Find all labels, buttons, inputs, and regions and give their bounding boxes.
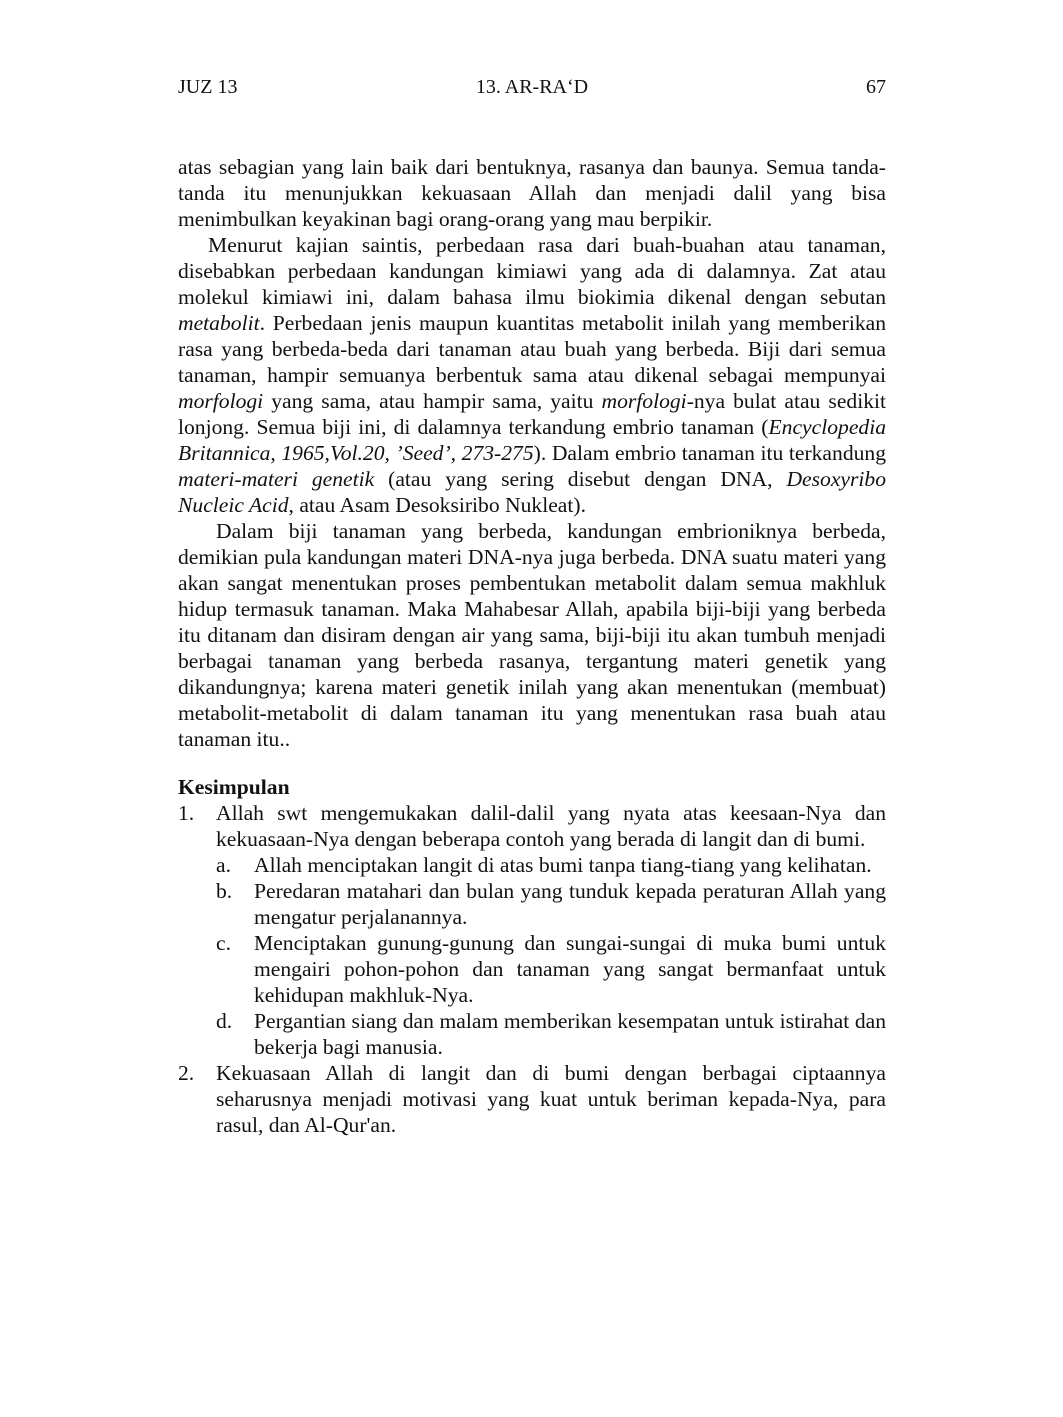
- text-run: -nya bulat atau sedikit lonjong. Semua biji ini, di dalamnya terkandung embrio tanaman (: [178, 389, 886, 439]
- juz-label: JUZ 13: [178, 76, 238, 98]
- surah-title: 13. AR-RA‘D: [475, 76, 589, 98]
- text-run: (atau yang sering disebut dengan DNA,: [374, 467, 787, 491]
- sub-list-item: [216, 852, 886, 878]
- sub-list-letter: a.: [216, 853, 231, 877]
- page-number: 67: [866, 76, 886, 98]
- sub-list-text: Menciptakan gunung-gunung dan sungai-sungai di muka bumi untuk mengairi pohon-pohon dan tanaman yang sangat bermanfaat untuk kehidupan makhluk-Nya.: [254, 931, 886, 1007]
- italic-term: materi-materi genetik: [178, 467, 375, 491]
- sub-list: [216, 852, 886, 1060]
- sub-list-item: [216, 930, 886, 1008]
- paragraph-3: Dalam biji tanaman yang berbeda, kandungan embrioniknya berbeda, demikian pula kandungan materi DNA-nya juga berbeda. DNA suatu materi yang akan sangat menentukan proses pembentukan metabolit dalam semua makhluk hidup termasuk tanaman. Maka Mahabesar Allah, apabila biji-biji yang berbeda itu ditanam dan disiram dengan air yang sama, biji-biji itu akan tumbuh menjadi berbagai tanaman yang berbeda rasanya, tergantung materi genetik yang dikandungnya; karena materi genetik inilah yang akan menentukan (membuat) metabolit-metabolit di dalam tanaman itu yang menentukan rasa buah atau tanaman itu..: [178, 519, 886, 751]
- text-run: . Perbedaan jenis maupun kuantitas metabolit inilah yang memberikan rasa yang berbeda-beda dari tanaman atau buah yang berbeda. Biji dari semua tanaman, hampir semuanya berbentuk sama atau dikenal sebagai mempunyai: [178, 311, 886, 387]
- sub-list-item: [216, 1008, 886, 1060]
- list-item: [178, 1060, 886, 1138]
- list-number: 2.: [178, 1061, 195, 1085]
- sub-list-text: Peredaran matahari dan bulan yang tunduk kepada peraturan Allah yang mengatur perjalanannya.: [254, 879, 886, 929]
- italic-citation: Encyclopedia Britannica, 1965,Vol.20, ’Seed’, 273-275: [178, 415, 886, 465]
- list-number: 1.: [178, 801, 195, 825]
- running-header: [178, 72, 886, 106]
- sub-list-letter: b.: [216, 879, 233, 903]
- text-run: , atau Asam Desoksiribo Nukleat).: [288, 493, 586, 517]
- text-run: ). Dalam embrio tanaman itu terkandung: [533, 441, 887, 465]
- sub-list-letter: c.: [216, 931, 231, 955]
- section-heading: Kesimpulan: [178, 775, 290, 799]
- sub-list-text: Pergantian siang dan malam memberikan kesempatan untuk istirahat dan bekerja bagi manusia.: [254, 1009, 886, 1059]
- list-item-text: Kekuasaan Allah di langit dan di bumi dengan berbagai ciptaannya seharusnya menjadi motivasi yang kuat untuk beriman kepada-Nya, para rasul, dan Al-Qur'an.: [216, 1061, 886, 1137]
- italic-term: Desoxyribo Nucleic Acid: [178, 467, 886, 517]
- list-item: [178, 800, 886, 1060]
- sub-list-letter: d.: [216, 1009, 233, 1033]
- italic-term: metabolit: [178, 311, 260, 335]
- text-run: yang sama, atau hampir sama, yaitu: [263, 389, 602, 413]
- italic-term: morfologi: [178, 389, 264, 413]
- paragraph-2: [178, 232, 886, 518]
- italic-term: morfologi: [601, 389, 687, 413]
- sub-list-text: Allah menciptakan langit di atas bumi tanpa tiang-tiang yang kelihatan.: [254, 853, 872, 877]
- conclusion-list: [178, 800, 886, 1138]
- body-text: [178, 154, 886, 1138]
- list-item-text: Allah swt mengemukakan dalil-dalil yang nyata atas keesaan-Nya dan kekuasaan-Nya dengan beberapa contoh yang berada di langit dan di bumi.: [216, 801, 886, 851]
- document-page: [178, 72, 886, 1138]
- paragraph-1: atas sebagian yang lain baik dari bentuknya, rasanya dan baunya. Semua tanda-tanda itu menunjukkan kekuasaan Allah dan menjadi dalil yang bisa menimbulkan keyakinan bagi orang-orang yang mau berpikir.: [178, 155, 886, 231]
- sub-list-item: [216, 878, 886, 930]
- text-run: Menurut kajian saintis, perbedaan rasa dari buah-buahan atau tanaman, disebabkan perbedaan kandungan kimiawi yang ada di dalamnya. Zat atau molekul kimiawi ini, dalam bahasa ilmu biokimia dikenal dengan sebutan: [178, 233, 886, 309]
